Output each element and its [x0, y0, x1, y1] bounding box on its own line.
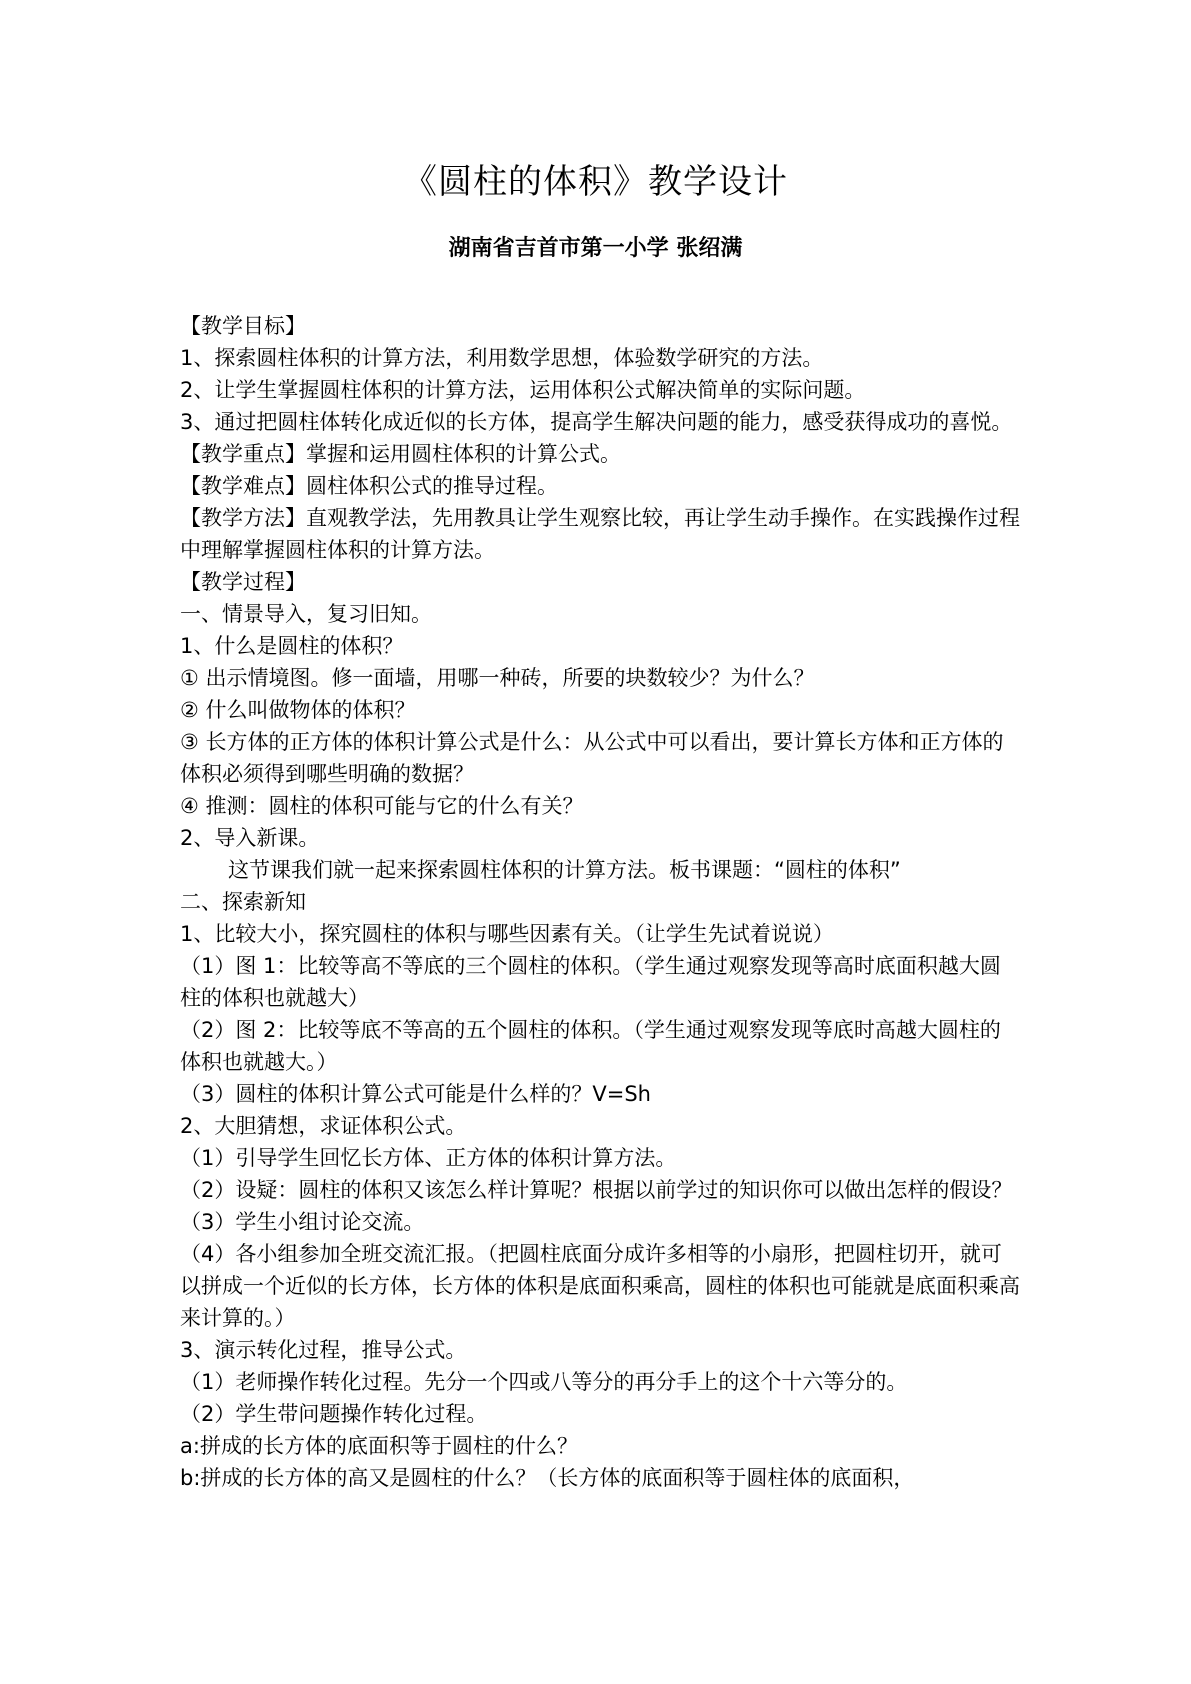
paragraph: （2）设疑：圆柱的体积又该怎么样计算呢？根据以前学过的知识你可以做出怎样的假设？ — [180, 1178, 1013, 1202]
paragraph: 3、演示转化过程，推导公式。 — [180, 1338, 467, 1362]
paragraph: （1）引导学生回忆长方体、正方体的体积计算方法。 — [180, 1146, 677, 1170]
paragraph: （3）圆柱的体积计算公式可能是什么样的？V=Sh — [180, 1082, 651, 1106]
paragraph: b:拼成的长方体的高又是圆柱的什么？（长方体的底面积等于圆柱体的底面积， — [180, 1466, 915, 1490]
paragraph: 1、什么是圆柱的体积？ — [180, 634, 404, 658]
paragraph: 2、大胆猜想，求证体积公式。 — [180, 1114, 467, 1138]
paragraph: 【教学重点】掌握和运用圆柱体积的计算公式。 — [180, 442, 621, 466]
paragraph: 一、情景导入，复习旧知。 — [180, 602, 432, 626]
paragraph: 【教学方法】直观教学法，先用教具让学生观察比较，再让学生动手操作。在实践操作过程中理解掌握圆柱体积的计算方法。 — [180, 506, 1020, 562]
section-heading: 【教学过程】 — [180, 570, 306, 594]
paragraph: ③ 长方体的正方体的体积计算公式是什么：从公式中可以看出，要计算长方体和正方体的体积必须得到哪些明确的数据？ — [180, 730, 1004, 786]
paragraph: 【教学难点】圆柱体积公式的推导过程。 — [180, 474, 558, 498]
paragraph: 二、探索新知 — [180, 890, 306, 914]
paragraph: ① 出示情境图。修一面墙，用哪一种砖，所要的块数较少？为什么？ — [180, 666, 815, 690]
paragraph: （1）老师操作转化过程。先分一个四或八等分的再分手上的这个十六等分的。 — [180, 1370, 908, 1394]
section-heading: 【教学目标】 — [180, 314, 306, 338]
paragraph: （2）图 2：比较等底不等高的五个圆柱的体积。（学生通过观察发现等底时高越大圆柱的体积也就越大。） — [180, 1018, 1001, 1074]
page-title: 《圆柱的体积》教学设计 — [403, 162, 788, 202]
paragraph: ② 什么叫做物体的体积？ — [180, 698, 416, 722]
paragraph: 2、让学生掌握圆柱体积的计算方法，运用体积公式解决简单的实际问题。 — [180, 378, 866, 402]
paragraph: （4）各小组参加全班交流汇报。（把圆柱底面分成许多相等的小扇形，把圆柱切开，就可以拼成一个近似的长方体，长方体的体积是底面积乘高，圆柱的体积也可能就是底面积乘高来计算的。） — [180, 1242, 1020, 1330]
paragraph: a:拼成的长方体的底面积等于圆柱的什么？ — [180, 1434, 578, 1458]
author-line: 湖南省吉首市第一小学 张绍满 — [448, 236, 743, 261]
paragraph: 这节课我们就一起来探索圆柱体积的计算方法。板书课题：“圆柱的体积” — [228, 858, 901, 882]
paragraph: ④ 推测：圆柱的体积可能与它的什么有关？ — [180, 794, 584, 818]
paragraph: （1）图 1：比较等高不等底的三个圆柱的体积。（学生通过观察发现等高时底面积越大圆柱的体积也就越大） — [180, 954, 1001, 1010]
paragraph: 2、导入新课。 — [180, 826, 320, 850]
paragraph: 1、探索圆柱体积的计算方法，利用数学思想，体验数学研究的方法。 — [180, 346, 824, 370]
paragraph: （2）学生带问题操作转化过程。 — [180, 1402, 488, 1426]
paragraph: （3）学生小组讨论交流。 — [180, 1210, 425, 1234]
paragraph: 1、比较大小，探究圆柱的体积与哪些因素有关。（让学生先试着说说） — [180, 922, 834, 946]
document-body — [180, 310, 1020, 1494]
paragraph: 3、通过把圆柱体转化成近似的长方体，提高学生解决问题的能力，感受获得成功的喜悦。 — [180, 410, 1013, 434]
